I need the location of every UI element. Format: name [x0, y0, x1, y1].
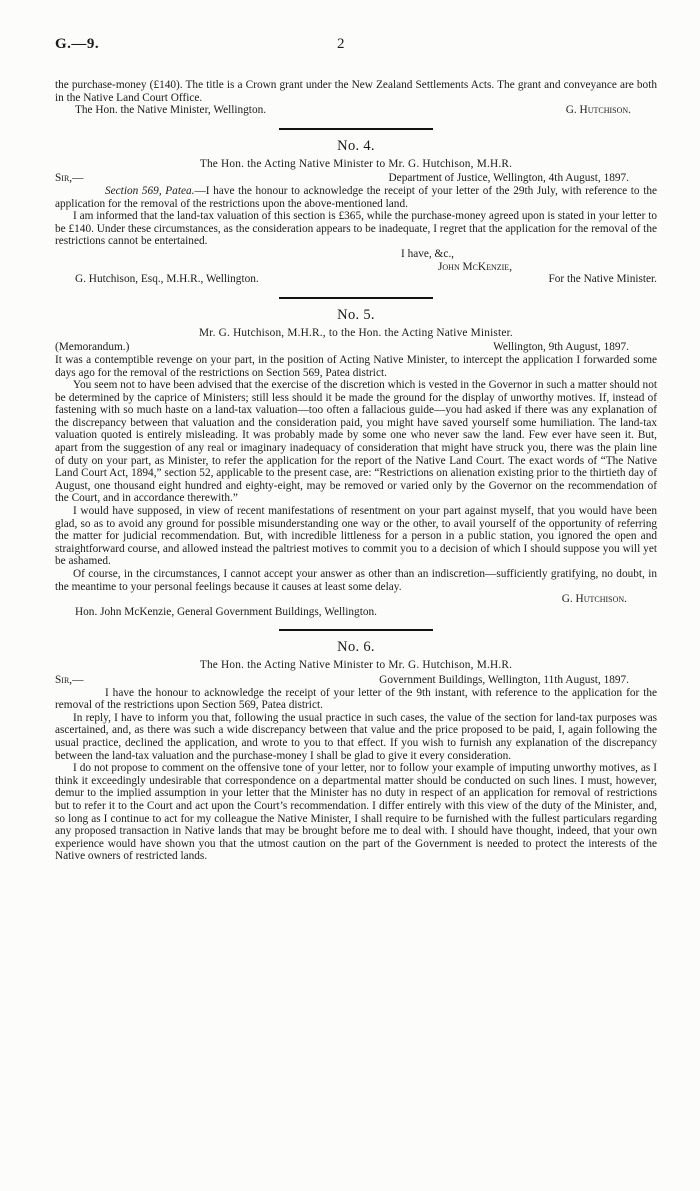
section-divider [279, 128, 433, 130]
doc4-section-ref: Section 569, Patea. [105, 184, 195, 197]
paper-reference: G.—9. [55, 36, 100, 52]
doc5-paragraph-3: I would have supposed, in view of recent manifestations of resentment on your part against myself, that you would have been glad, so as to avoid any ground for possible misunderstanding one way or the other, to avail yourself of the opportunity of referring the matter for judicial recommendation. But, with incredible littleness for a person in a public station, you ignored the open and straightforward course, and allowed instead the paltriest motives to commit you to a decision of which I should suppose you will yet be ashamed. [55, 505, 657, 568]
doc6-heading-line [55, 674, 657, 687]
doc4-closing: I have, &c., [401, 247, 455, 260]
doc6-paragraph-1: I have the honour to acknowledge the receipt of your letter of the 9th instant, with reference to the application for the removal of the restrictions upon Section 569, Patea district. [55, 686, 657, 712]
doc3-signoff [55, 104, 657, 117]
doc3-signature: G. Hutchison. [565, 104, 631, 117]
doc5-title: Mr. G. Hutchison, M.H.R., to the Hon. the Acting Native Minister. [199, 326, 513, 339]
page-header [0, 38, 700, 60]
document-body [55, 79, 657, 863]
doc4-place-date: Department of Justice, Wellington, 4th August, 1897. [388, 172, 629, 185]
doc4-salutation: Sir,— [55, 172, 84, 185]
doc3-paragraph: the purchase-money (£140). The title is a Crown grant under the New Zealand Settlements Acts. The grant and conveyance are both in the Native Land Court Office. [55, 79, 657, 104]
doc4-heading-line [55, 172, 657, 185]
doc3-addressee: The Hon. the Native Minister, Wellington. [75, 104, 267, 117]
doc5-place-date: Wellington, 9th August, 1897. [493, 341, 629, 354]
doc6-number: No. 6. [337, 639, 375, 656]
doc4-signoff [55, 273, 657, 286]
doc5-signature: G. Hutchison. [561, 593, 627, 606]
doc6-paragraph-2: In reply, I have to inform you that, following the usual practice in such cases, the value of the section for land-tax purposes was ascertained, and, as there was such a wide discrepancy between that value and the price proposed to be paid, I, again following the usual practice, declined the application, and wrote to you to that effect. If you wish to furnish any explanation of the discrepancy between the land-tax valuation and the purchase-money I shall be glad to give it every consideration. [55, 711, 657, 762]
doc4-capacity: For the Native Minister. [548, 273, 657, 286]
doc5-heading-line [55, 341, 657, 354]
doc4-title: The Hon. the Acting Native Minister to Mr. G. Hutchison, M.H.R. [199, 157, 513, 170]
doc5-paragraph-4: Of course, in the circumstances, I cannot accept your answer as other than an indiscretion—sufficiently gratifying, no doubt, in the meantime to your personal feelings because it causes at least some delay. [55, 568, 657, 593]
doc5-addressee: Hon. John McKenzie, General Government Buildings, Wellington. [75, 605, 377, 618]
section-divider [279, 297, 433, 299]
doc6-title: The Hon. the Acting Native Minister to Mr. G. Hutchison, M.H.R. [199, 659, 513, 672]
doc5-paragraph-1: It was a contemptible revenge on your part, in the position of Acting Native Minister, to intercept the application I forwarded some days ago for the removal of the restrictions on Section 569, Patea district. [55, 353, 657, 379]
doc6-place-date: Government Buildings, Wellington, 11th August, 1897. [379, 673, 629, 686]
doc4-signer: John McKenzie, [438, 260, 513, 273]
doc6-paragraph-3: I do not propose to comment on the offensive tone of your letter, nor to follow your example of imputing unworthy motives, as I think it exceedingly undesirable that correspondence on a departmental matter should be conducted on such lines. I must, however, demur to the implied assumption in your letter that the Minister has no duty in respect of an application for removal of restrictions but to refer it to the Court and act upon the Court’s recommendation. I differ entirely with this view of the duty of the Minister, and, so long as I continue to act for my colleague the Native Minister, I shall require to be furnished with the fullest particulars regarding any proposed transaction in Native lands that may be brought before me to deal with. I should have thought, indeed, that your own experience would have shown you that the utmost caution on the part of the Government is needed to protect the interests of the Native owners of restricted lands. [55, 762, 657, 863]
doc6-salutation: Sir,— [55, 673, 84, 686]
page-number: 2 [337, 36, 345, 52]
doc4-paragraph-1: Section 569, Patea.—I have the honour to acknowledge the receipt of your letter of the 29th July, with reference to the application for the removal of the restrictions upon the above-mentioned land. [55, 184, 657, 210]
doc4-number: No. 4. [337, 137, 375, 154]
doc4-addressee: G. Hutchison, Esq., M.H.R., Wellington. [75, 273, 259, 286]
doc5-paragraph-2: You seem not to have been advised that the exercise of the discretion which is vested in the Governor in such a matter should not be determined by the caprice of Ministers; still less should it be made the ground for the display of unworthy motives. If, instead of fastening with so much haste on a land-tax valuation—too often a fallacious guide—you had asked if there was any explanation of the discrepancy between that valuation and the consideration paid, you might have saved yourself some humiliation. The land-tax valuation quoted is entirely misleading. It was probably made by some one who never saw the land. Few ever have seen it. But, apart from the suggestion of any real or imaginary inadequacy of consideration that might have struck you, there was the plain line of duty on your part, as Minister, to refer the application for the report of the Native Land Court. The exact words of “The Native Land Court Act, 1894,” section 52, applicable to the present case, are: “Restrictions on alienation existing prior to the thirtieth day of August, one thousand eight hundred and eighty-eight, may be removed or varied only by the Governor on the recommendation of the Court, and in accordance therewith.” [55, 379, 657, 505]
doc5-number: No. 5. [337, 306, 375, 323]
doc4-paragraph-2: I am informed that the land-tax valuation of this section is £365, while the purchase-money agreed upon is stated in your letter to be £140. Under these circumstances, as the consideration appears to be inadequate, I regret that the application for the removal of the restrictions cannot be entertained. [55, 210, 657, 248]
doc5-memo-label: (Memorandum.) [55, 341, 130, 354]
section-divider [279, 629, 433, 631]
